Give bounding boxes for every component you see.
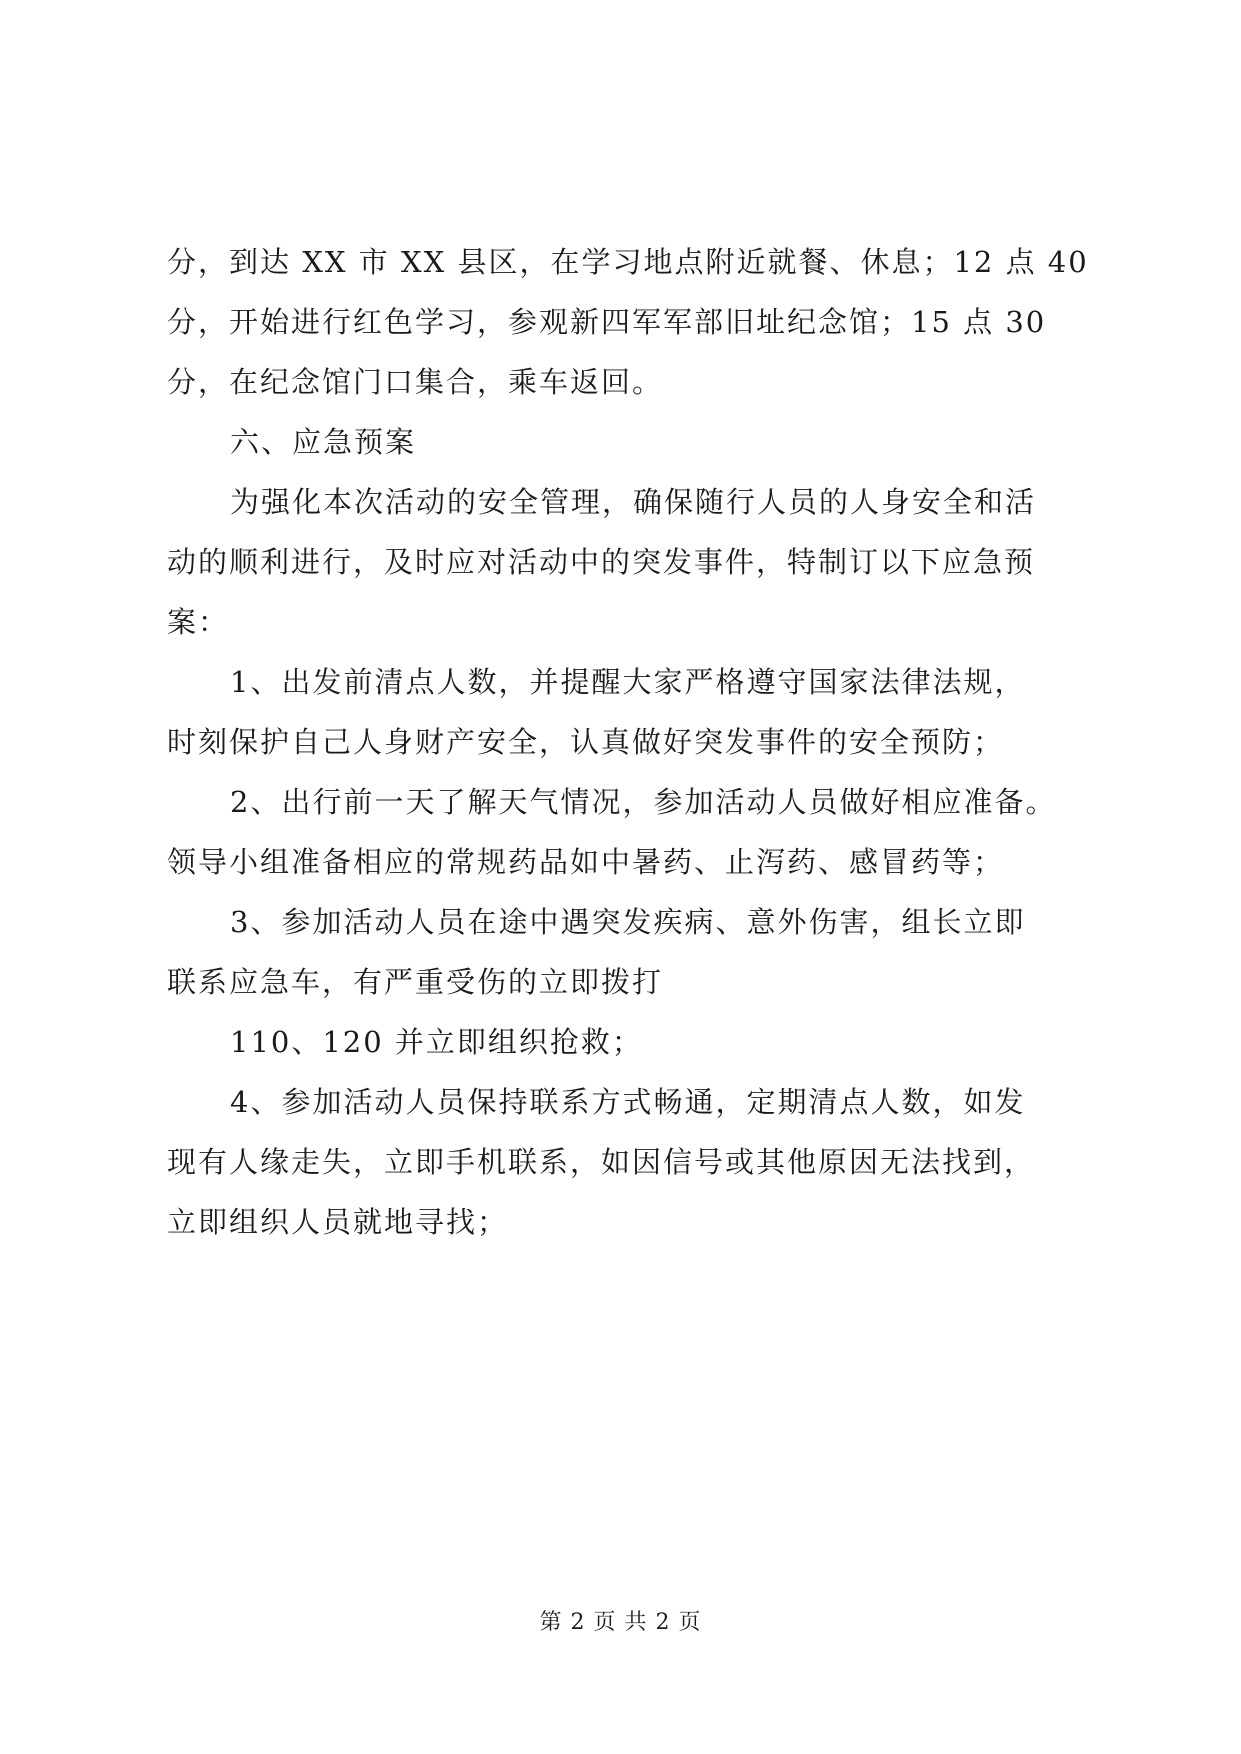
text-line: 分，到达 XX 市 XX 县区，在学习地点附近就餐、休息；12 点 40 xyxy=(167,245,1089,279)
list-item-line: 立即组织人员就地寻找； xyxy=(167,1205,509,1239)
section-heading: 六、应急预案 xyxy=(230,425,417,459)
text-line: 案： xyxy=(167,605,230,639)
list-item-line: 4、参加活动人员保持联系方式畅通，定期清点人数，如发 xyxy=(230,1085,1026,1119)
list-item-line: 时刻保护自己人身财产安全，认真做好突发事件的安全预防； xyxy=(167,725,1005,759)
list-item-line: 110、120 并立即组织抢救； xyxy=(230,1025,643,1059)
text-line: 为强化本次活动的安全管理，确保随行人员的人身安全和活 xyxy=(230,485,1037,519)
list-item-line: 领导小组准备相应的常规药品如中暑药、止泻药、感冒药等； xyxy=(167,845,1005,879)
list-item-line: 联系应急车，有严重受伤的立即拨打 xyxy=(167,965,664,999)
document-body xyxy=(167,232,1089,1252)
page-number-label: 第 2 页 共 2 页 xyxy=(539,1610,702,1635)
list-item-line: 2、出行前一天了解天气情况，参加活动人员做好相应准备。 xyxy=(230,785,1057,819)
list-item-line: 1、出发前清点人数，并提醒大家严格遵守国家法律法规， xyxy=(230,665,1026,699)
page-footer xyxy=(0,1608,1241,1638)
text-line: 分，开始进行红色学习，参观新四军军部旧址纪念馆；15 点 30 xyxy=(167,305,1047,339)
text-line: 分，在纪念馆门口集合，乘车返回。 xyxy=(167,365,664,399)
text-line: 动的顺利进行，及时应对活动中的突发事件，特制订以下应急预 xyxy=(167,545,1036,579)
list-item-line: 3、参加活动人员在途中遇突发疾病、意外伤害，组长立即 xyxy=(230,905,1026,939)
list-item-line: 现有人缘走失，立即手机联系，如因信号或其他原因无法找到， xyxy=(167,1145,1036,1179)
